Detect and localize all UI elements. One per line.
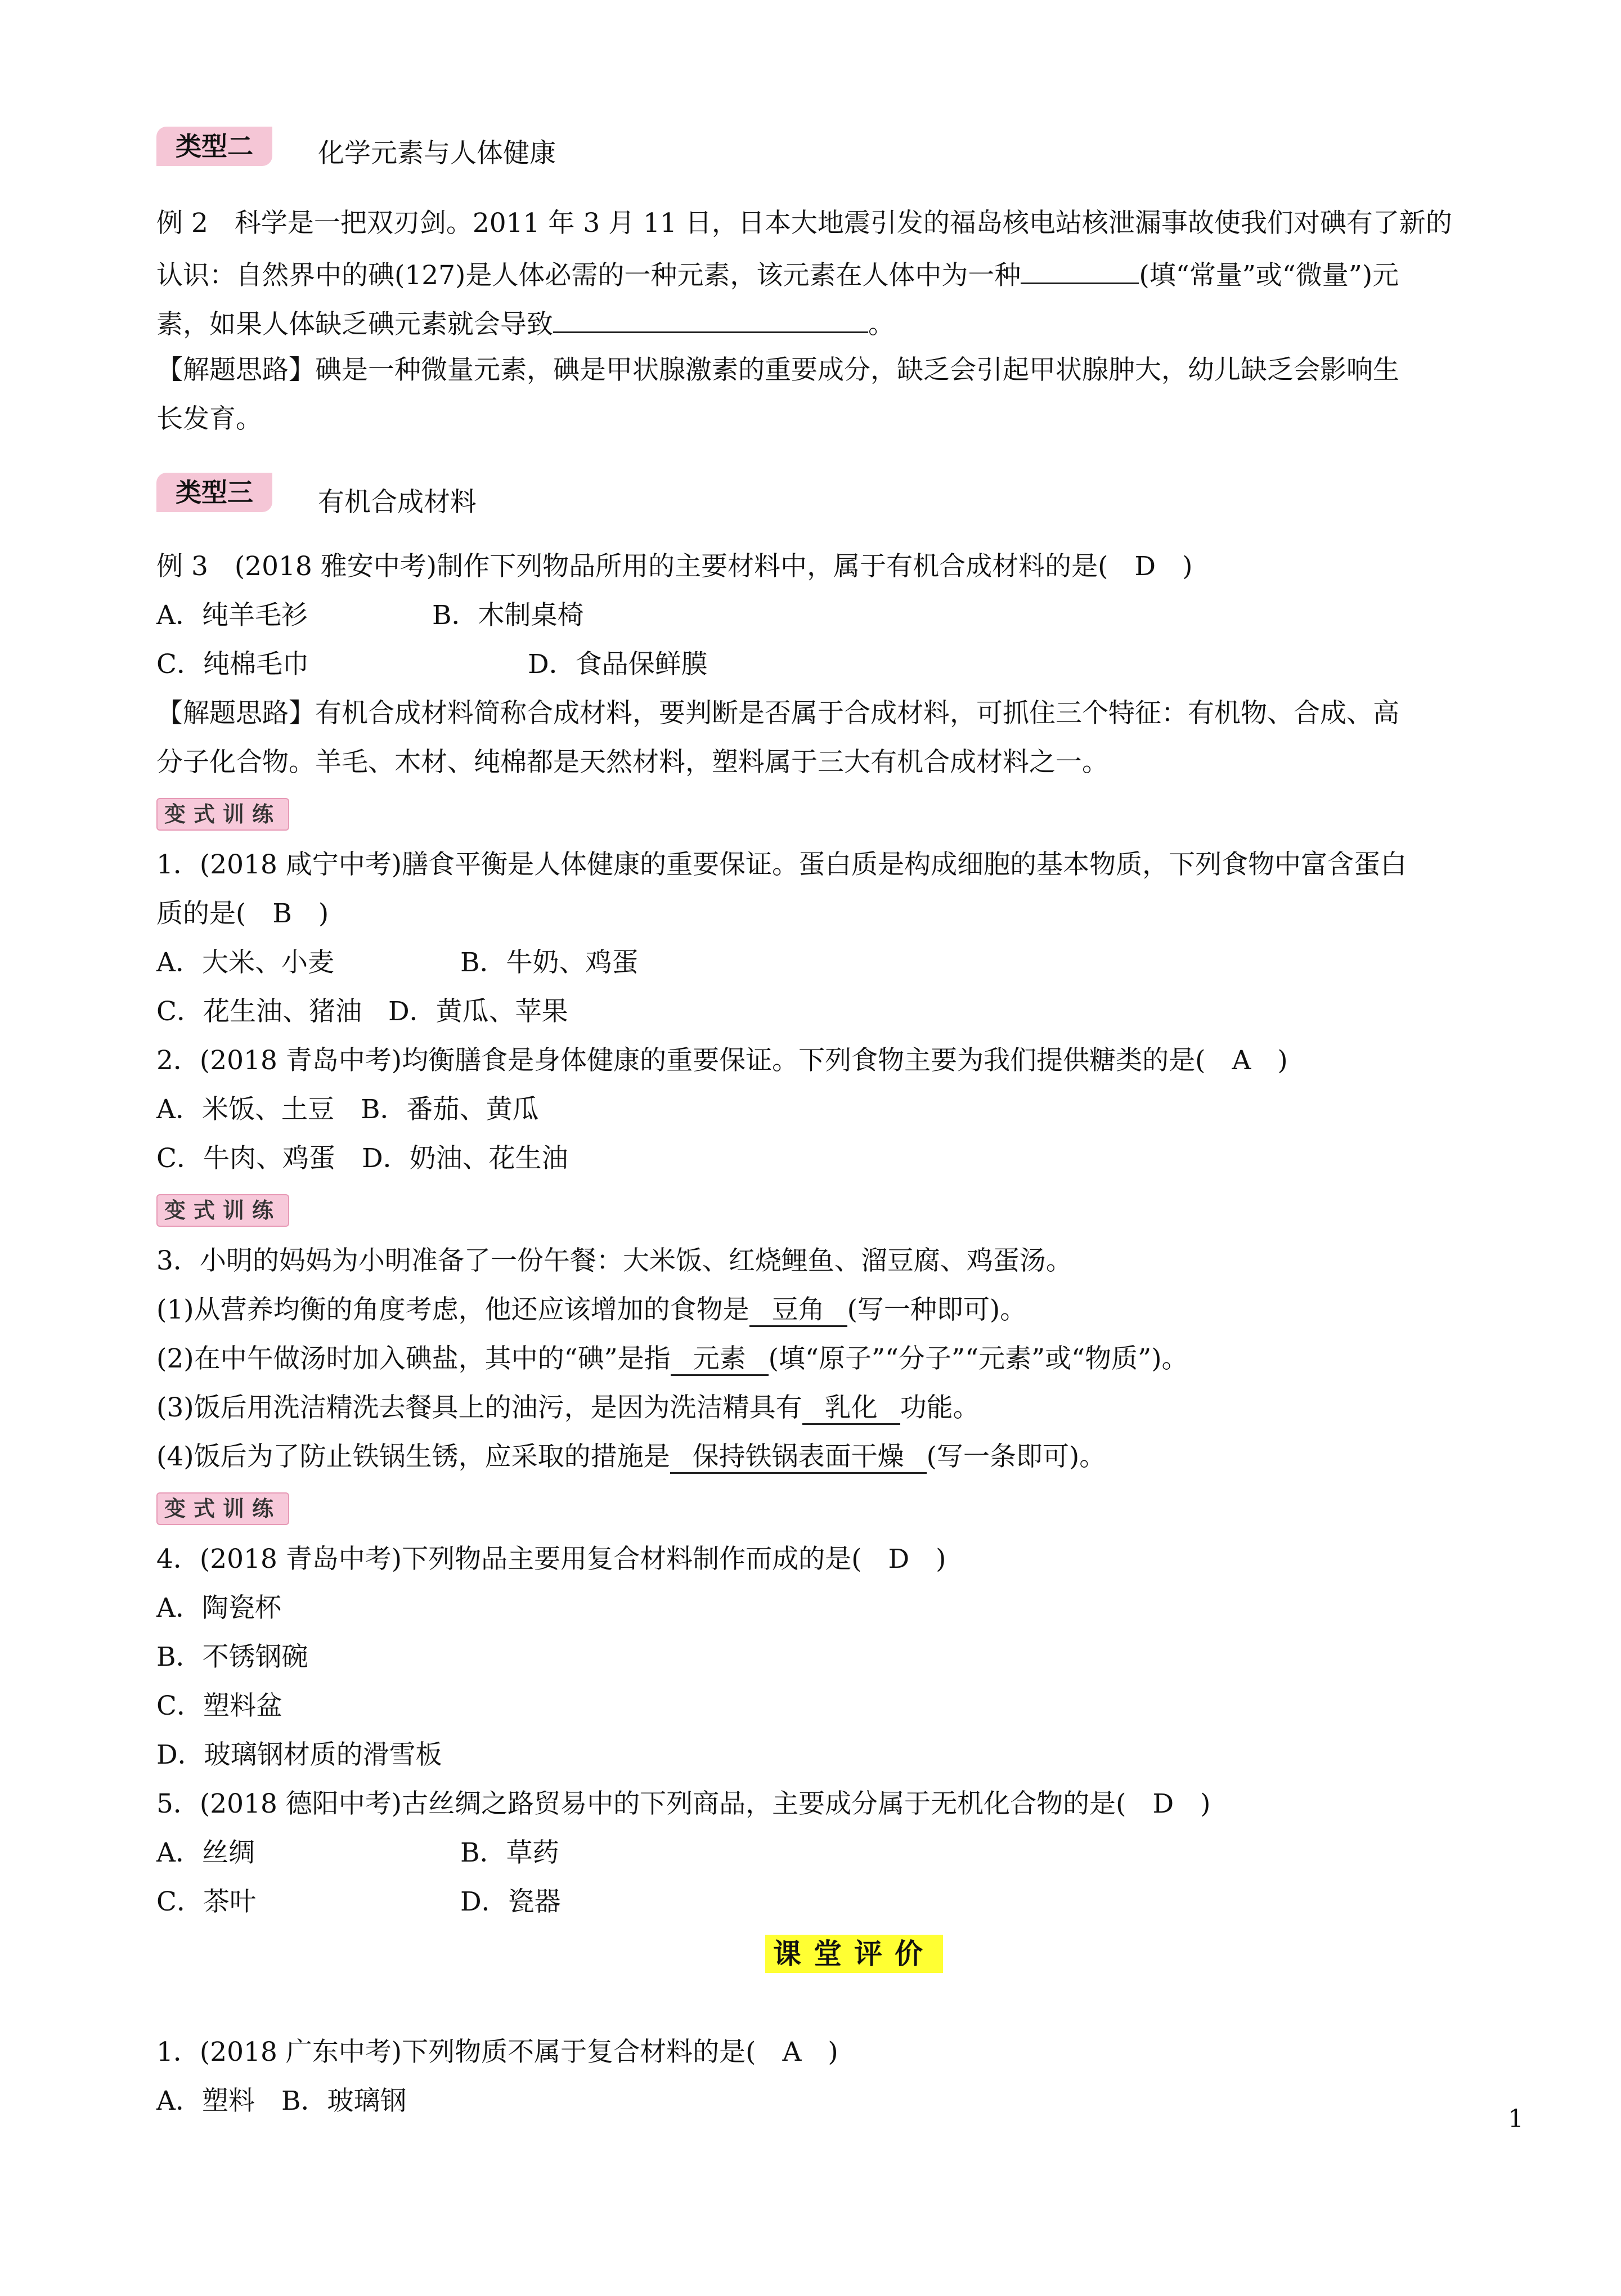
q2-stem: 2．(2018 青岛中考)均衡膳食是身体健康的重要保证。下列食物主要为我们提供糖类的是( A ) <box>156 1045 1288 1076</box>
example2-line1: 例 2 科学是一把双刃剑。2011 年 3 月 11 日，日本大地震引发的福岛核电站核泄漏事故使我们对碘有了新的 <box>156 208 1452 239</box>
example3-option-a: A．纯羊毛衫 <box>156 600 308 631</box>
example3-options-ab <box>156 598 1529 634</box>
q3-part1-answer: 豆角 <box>749 1295 847 1327</box>
q5-option-a: A．丝绸 <box>156 1837 255 1868</box>
type3-title: 有机合成材料 <box>318 487 477 518</box>
example3-option-d: D．食品保鲜膜 <box>528 649 708 680</box>
page-number: 1 <box>1508 2105 1524 2133</box>
q2-options-cd: C．牛肉、鸡蛋 D．奶油、花生油 <box>156 1143 568 1174</box>
q1-options-ab <box>156 945 1529 981</box>
q3-part2-text: (2)在中午做汤时加入碘盐，其中的“碘”是指 <box>156 1343 671 1374</box>
answer-blank <box>1021 254 1139 284</box>
q3-part3-text: (3)饭后用洗洁精洗去餐具上的油污，是因为洗洁精具有 <box>156 1392 802 1423</box>
example2-line2 <box>156 254 1529 294</box>
example2-hint-line1: 【解题思路】碘是一种微量元素，碘是甲状腺激素的重要成分，缺乏会引起甲状腺肿大，幼儿缺乏会影响生 <box>156 355 1399 385</box>
practice-badge: 变式训练 <box>156 798 289 831</box>
classroom-evaluation-heading: 课堂评价 <box>765 1935 943 1973</box>
answer-blank <box>553 303 868 333</box>
q3-part3-tail: 功能。 <box>900 1392 980 1423</box>
q1-option-a: A．大米、小麦 <box>156 947 334 978</box>
q4-option-c: C．塑料盆 <box>156 1690 282 1721</box>
q5-option-d: D．瓷器 <box>460 1886 561 1917</box>
example3-option-c: C．纯棉毛巾 <box>156 649 309 680</box>
q3-part1-text: (1)从营养均衡的角度考虑，他还应该增加的食物是 <box>156 1294 749 1325</box>
q4-stem: 4．(2018 青岛中考)下列物品主要用复合材料制作而成的是( D ) <box>156 1544 946 1575</box>
q5-option-b: B．草药 <box>460 1837 559 1868</box>
example3-hint-line1: 【解题思路】有机合成材料简称合成材料，要判断是否属于合成材料，可抓住三个特征：有机物、合成、高 <box>156 698 1399 729</box>
q3-stem: 3．小明的妈妈为小明准备了一份午餐：大米饭、红烧鲤鱼、溜豆腐、鸡蛋汤。 <box>156 1245 1072 1276</box>
e1-stem: 1．(2018 广东中考)下列物质不属于复合材料的是( A ) <box>156 2037 838 2068</box>
q3-part2-tail: (填“原子”“分子”“元素”或“物质”)。 <box>768 1343 1188 1374</box>
q5-options-cd <box>156 1884 1529 1920</box>
q4-option-a: A．陶瓷杯 <box>156 1593 281 1624</box>
q1-line1: 1．(2018 咸宁中考)膳食平衡是人体健康的重要保证。蛋白质是构成细胞的基本物质，下列食物中富含蛋白 <box>156 849 1407 880</box>
example2-line2-tail: (填“常量”或“微量”)元 <box>1139 260 1399 291</box>
q3-part4-answer: 保持铁锅表面干燥 <box>670 1442 927 1474</box>
e1-options: A．塑料 B．玻璃钢 <box>156 2086 407 2116</box>
practice-badge: 变式训练 <box>156 1492 289 1525</box>
q3-part4 <box>156 1439 1529 1475</box>
example3-stem: 例 3 (2018 雅安中考)制作下列物品所用的主要材料中，属于有机合成材料的是( D ) <box>156 551 1193 582</box>
q4-option-d: D．玻璃钢材质的滑雪板 <box>156 1739 442 1770</box>
q3-part3 <box>156 1390 1529 1426</box>
example2-line3-tail: 。 <box>868 309 895 340</box>
example2-line3 <box>156 303 1529 343</box>
q3-part1-tail: (写一种即可)。 <box>847 1294 1027 1325</box>
type2-title: 化学元素与人体健康 <box>318 138 556 169</box>
type2-tag: 类型二 <box>156 127 272 166</box>
q2-options-ab: A．米饭、土豆 B．番茄、黄瓜 <box>156 1094 539 1125</box>
example3-option-b: B．木制桌椅 <box>432 600 584 631</box>
q1-option-b: B．牛奶、鸡蛋 <box>460 947 639 978</box>
example2-line3-text: 素，如果人体缺乏碘元素就会导致 <box>156 309 553 340</box>
q3-part4-tail: (写一条即可)。 <box>926 1441 1106 1472</box>
type3-tag: 类型三 <box>156 473 272 512</box>
example3-options-cd <box>156 647 1529 683</box>
q4-option-b: B．不锈钢碗 <box>156 1642 308 1672</box>
q3-part1 <box>156 1292 1529 1328</box>
q5-options-ab <box>156 1835 1529 1871</box>
practice-badge: 变式训练 <box>156 1194 289 1227</box>
q3-part2 <box>156 1341 1529 1377</box>
q1-line2: 质的是( B ) <box>156 898 329 929</box>
example2-line2-text: 认识：自然界中的碘(127)是人体必需的一种元素，该元素在人体中为一种 <box>156 260 1021 291</box>
example3-hint-line2: 分子化合物。羊毛、木材、纯棉都是天然材料，塑料属于三大有机合成材料之一。 <box>156 747 1108 778</box>
q3-part2-answer: 元素 <box>671 1344 769 1376</box>
q3-part3-answer: 乳化 <box>802 1393 900 1425</box>
q3-part4-text: (4)饭后为了防止铁锅生锈，应采取的措施是 <box>156 1441 670 1472</box>
example2-hint-line2: 长发育。 <box>156 403 262 434</box>
q1-options-cd: C．花生油、猪油 D．黄瓜、苹果 <box>156 996 568 1027</box>
q5-stem: 5．(2018 德阳中考)古丝绸之路贸易中的下列商品，主要成分属于无机化合物的是( D ) <box>156 1788 1211 1819</box>
q5-option-c: C．茶叶 <box>156 1886 256 1917</box>
